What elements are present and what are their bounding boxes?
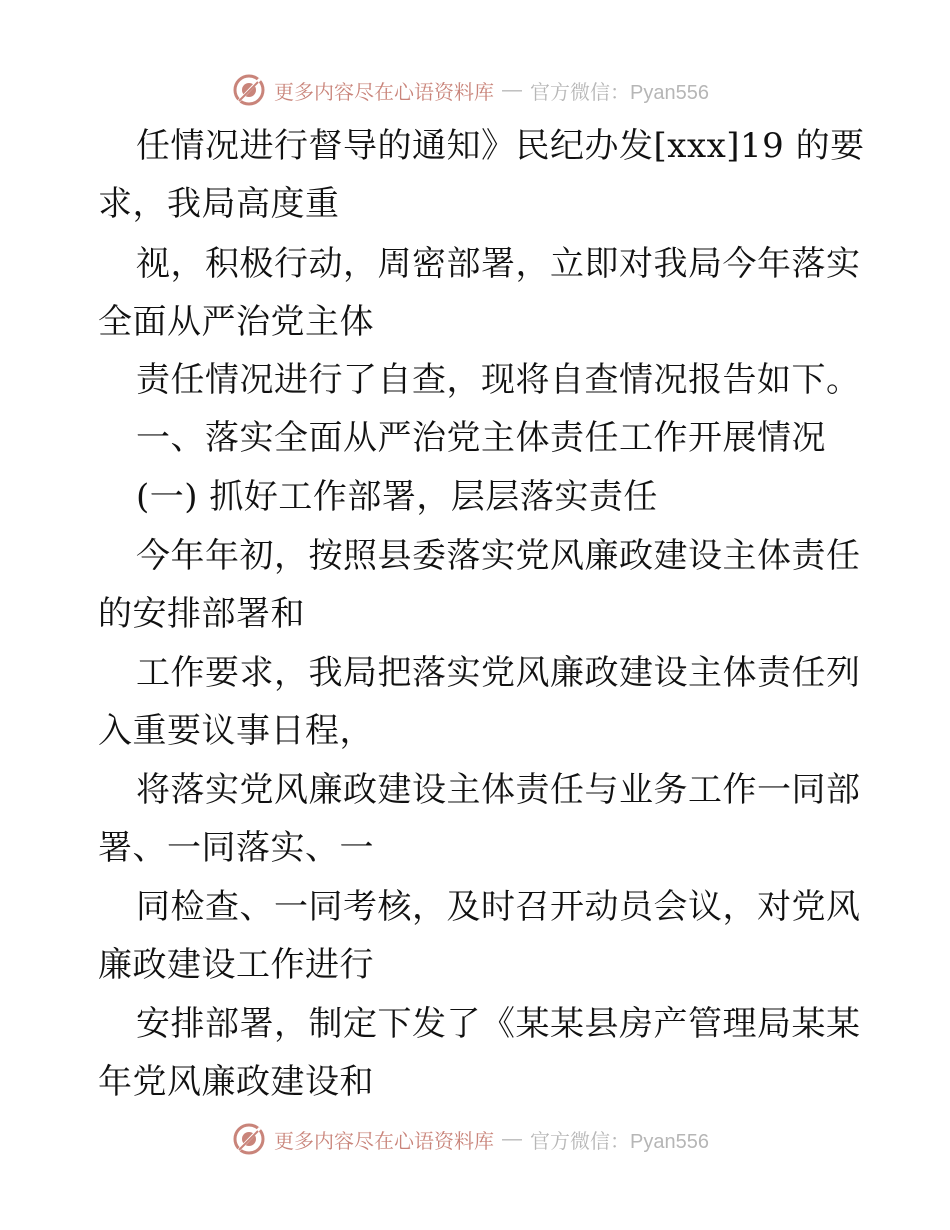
- paragraph-line: 工作要求，我局把落实党风廉政建设主体责任列: [136, 653, 861, 693]
- paragraph-line: 视，积极行动，周密部署，立即对我局今年落实: [136, 244, 861, 284]
- paragraph-line: 求，我局高度重: [98, 184, 340, 224]
- watermark-dash: —: [502, 78, 522, 101]
- paragraph-line: 将落实党风廉政建设主体责任与业务工作一同部: [136, 770, 861, 810]
- paragraph-line: 今年年初，按照县委落实党风廉政建设主体责任: [136, 536, 861, 576]
- paragraph-line: 年党风廉政建设和: [98, 1062, 374, 1102]
- section-heading: 一、落实全面从严治党主体责任工作开展情况: [136, 418, 826, 458]
- paragraph-line: 安排部署，制定下发了《某某县房产管理局某某: [136, 1004, 861, 1044]
- watermark-left-text: 更多内容尽在心语资料库: [274, 1130, 494, 1153]
- watermark-dash: —: [502, 1127, 522, 1150]
- paragraph-line: 任情况进行督导的通知》民纪办发[xxx]19 的要: [136, 126, 865, 166]
- paragraph-line: 廉政建设工作进行: [98, 945, 374, 985]
- paragraph-line: 全面从严治党主体: [98, 302, 374, 342]
- watermark-left-text: 更多内容尽在心语资料库: [274, 81, 494, 104]
- subsection-heading: (一) 抓好工作部署，层层落实责任: [136, 477, 658, 517]
- pen-logo-icon: [232, 1122, 266, 1156]
- paragraph-line: 入重要议事日程，: [98, 711, 374, 751]
- paragraph-line: 同检查、一同考核，及时召开动员会议，对党风: [136, 887, 861, 927]
- watermark-right-text: 官方微信：Pyan556: [530, 81, 709, 104]
- footer-watermark: [232, 1119, 752, 1159]
- document-body: [98, 0, 868, 1230]
- paragraph-line: 责任情况进行了自查，现将自查情况报告如下。: [136, 360, 861, 400]
- watermark-right-text: 官方微信：Pyan556: [530, 1130, 709, 1153]
- paragraph-line: 署、一同落实、一: [98, 828, 374, 868]
- paragraph-line: 的安排部署和: [98, 594, 305, 634]
